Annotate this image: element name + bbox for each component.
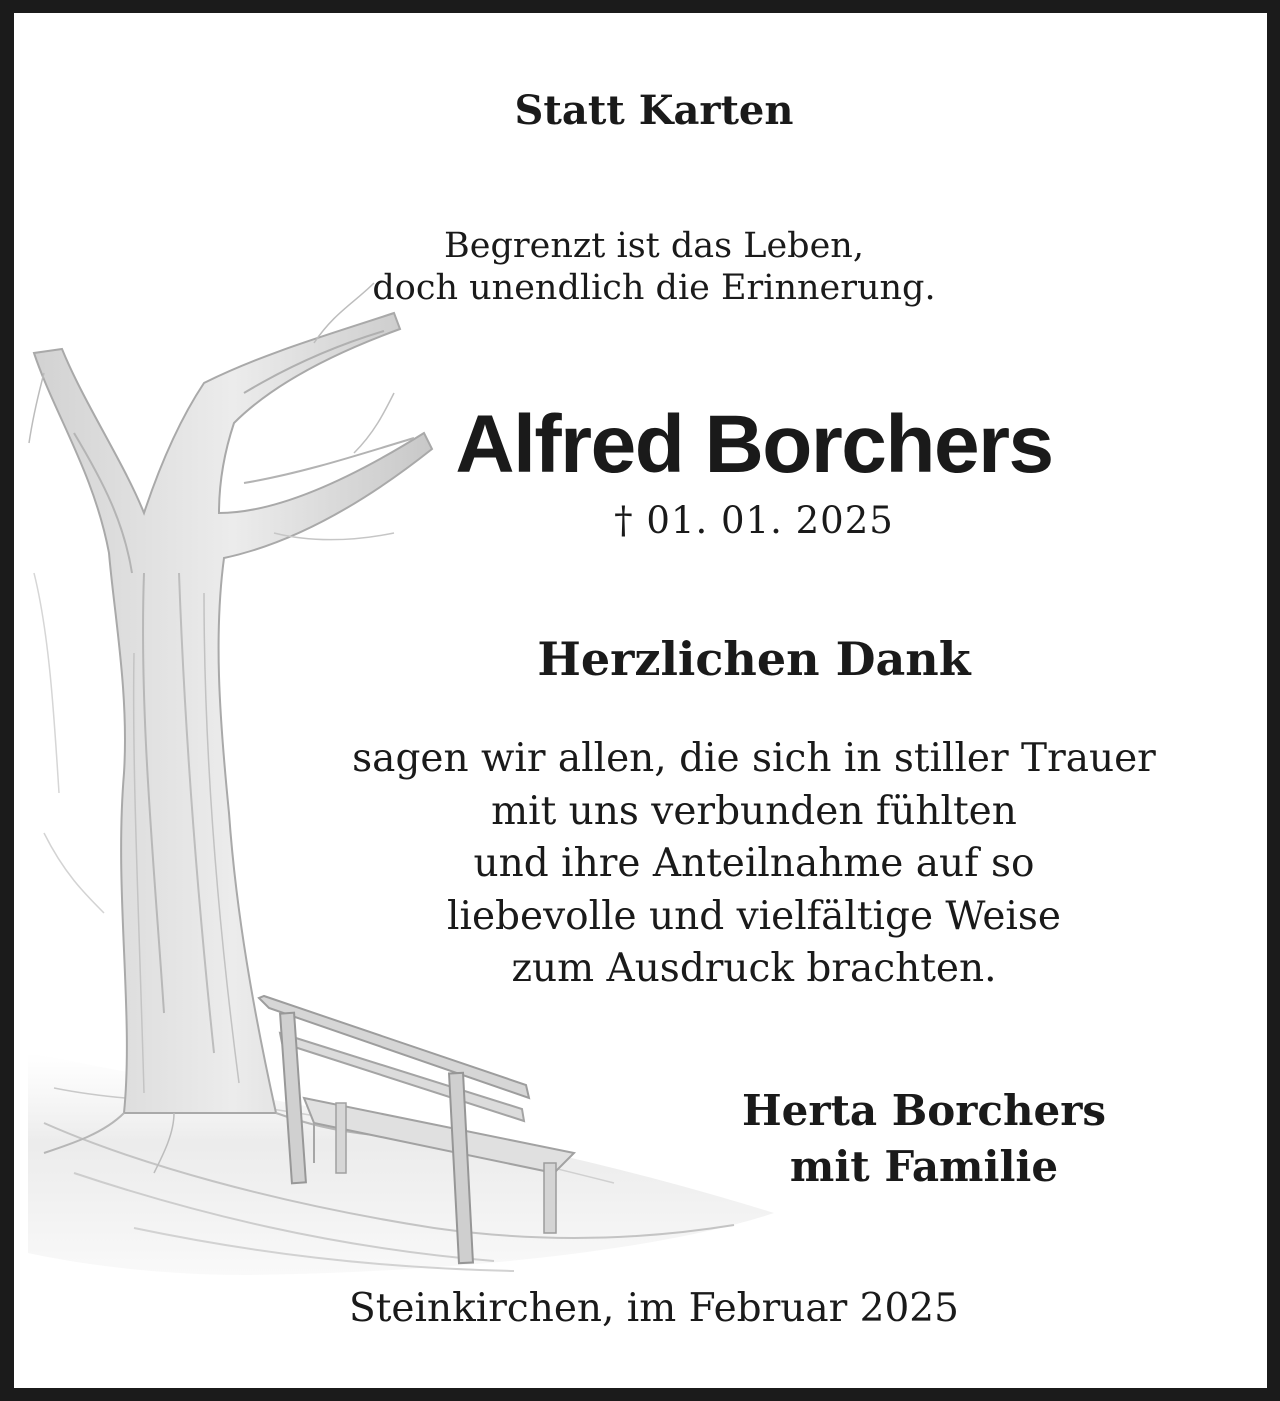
deceased-name: Alfred Borchers [455,399,1053,490]
thanks-text [274,733,1234,996]
motto [14,225,1280,309]
place-and-date: Steinkirchen, im Februar 2025 [349,1286,959,1331]
thanks-line: zum Ausdruck brachten. [511,946,997,991]
thanks-line: sagen wir allen, die sich in stiller Trauer [352,736,1156,781]
motto-line: Begrenzt ist das Leben, [444,226,864,266]
death-date: † 01. 01. 2025 [614,499,894,542]
thanks-title: Herzlichen Dank [537,632,971,686]
thanks-line: mit uns verbunden fühlten [491,788,1017,834]
signature-line: Herta Borchers [741,1086,1106,1135]
thanks-line: liebevolle und vielfältige Weise [447,893,1061,939]
motto-line: doch unendlich die Erinnerung. [372,268,936,308]
signature [704,1083,1144,1195]
thanks-line: und ihre Anteilnahme auf so [473,841,1035,886]
header-statt-karten: Statt Karten [514,87,794,134]
signature-line: mit Familie [789,1142,1059,1191]
